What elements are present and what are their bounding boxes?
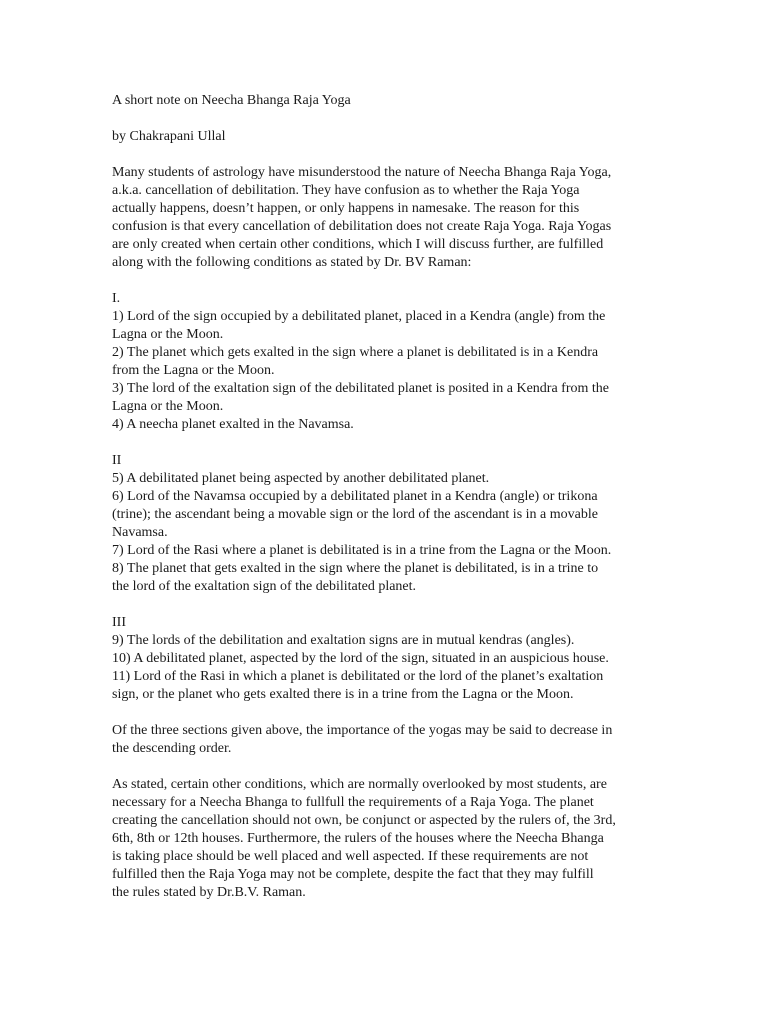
closing-line: fulfilled then the Raja Yoga may not be complete, despite the fact that they may fulfill <box>112 867 594 882</box>
rule-line: 7) Lord of the Rasi where a planet is debilitated is in a trine from the Lagna or the Moon. <box>112 543 612 558</box>
rule-line: 5) A debilitated planet being aspected by another debilitated planet. <box>112 471 490 486</box>
closing-line: As stated, certain other conditions, which are normally overlooked by most students, are <box>112 777 607 792</box>
document-byline: by Chakrapani Ullal <box>112 129 226 144</box>
section-i <box>112 290 660 434</box>
section-iii <box>112 614 660 704</box>
rule-line: 2) The planet which gets exalted in the sign where a planet is debilitated is in a Kendra <box>112 345 599 360</box>
section-numeral: I. <box>112 291 121 306</box>
rule-line: 1) Lord of the sign occupied by a debilitated planet, placed in a Kendra (angle) from the <box>112 309 606 324</box>
intro-line: Many students of astrology have misunderstood the nature of Neecha Bhanga Raja Yoga, <box>112 165 612 180</box>
rule-line: 10) A debilitated planet, aspected by the lord of the sign, situated in an auspicious house. <box>112 651 609 666</box>
summary-line: the descending order. <box>112 741 232 756</box>
summary-paragraph <box>112 722 660 758</box>
closing-paragraph <box>112 776 660 902</box>
section-ii <box>112 452 660 596</box>
closing-line: creating the cancellation should not own, be conjunct or aspected by the rulers of, the 3rd, <box>112 813 616 828</box>
rule-line: Lagna or the Moon. <box>112 399 224 414</box>
closing-line: 6th, 8th or 12th houses. Furthermore, the rulers of the houses where the Neecha Bhanga <box>112 831 604 846</box>
closing-line: the rules stated by Dr.B.V. Raman. <box>112 885 306 900</box>
rule-line: sign, or the planet who gets exalted there is in a trine from the Lagna or the Moon. <box>112 687 574 702</box>
rule-line: 3) The lord of the exaltation sign of the debilitated planet is posited in a Kendra from the <box>112 381 609 396</box>
rule-line: 4) A neecha planet exalted in the Navamsa. <box>112 417 354 432</box>
section-numeral: III <box>112 615 126 630</box>
rule-line: 6) Lord of the Navamsa occupied by a debilitated planet in a Kendra (angle) or trikona <box>112 489 598 504</box>
rule-line: (trine); the ascendant being a movable sign or the lord of the ascendant is in a movable <box>112 507 598 522</box>
intro-line: confusion is that every cancellation of debilitation does not create Raja Yoga. Raja Yogas <box>112 219 612 234</box>
rule-line: Lagna or the Moon. <box>112 327 224 342</box>
intro-line: actually happens, doesn’t happen, or only happens in namesake. The reason for this <box>112 201 580 216</box>
intro-line: are only created when certain other conditions, which I will discuss further, are fulfilled <box>112 237 604 252</box>
closing-line: necessary for a Neecha Bhanga to fullfull the requirements of a Raja Yoga. The planet <box>112 795 594 810</box>
rule-line: 11) Lord of the Rasi in which a planet is debilitated or the lord of the planet’s exaltation <box>112 669 604 684</box>
rule-line: Navamsa. <box>112 525 168 540</box>
rule-line: 9) The lords of the debilitation and exaltation signs are in mutual kendras (angles). <box>112 633 575 648</box>
closing-line: is taking place should be well placed and well aspected. If these requirements are not <box>112 849 589 864</box>
intro-line: a.k.a. cancellation of debilitation. They have confusion as to whether the Raja Yoga <box>112 183 580 198</box>
rule-line: from the Lagna or the Moon. <box>112 363 275 378</box>
intro-line: along with the following conditions as stated by Dr. BV Raman: <box>112 255 472 270</box>
document-page <box>112 92 660 920</box>
section-numeral: II <box>112 453 122 468</box>
rule-line: 8) The planet that gets exalted in the sign where the planet is debilitated, is in a trine to <box>112 561 599 576</box>
rule-line: the lord of the exaltation sign of the debilitated planet. <box>112 579 417 594</box>
intro-paragraph <box>112 164 660 272</box>
document-title: A short note on Neecha Bhanga Raja Yoga <box>112 93 351 108</box>
summary-line: Of the three sections given above, the importance of the yogas may be said to decrease in <box>112 723 613 738</box>
